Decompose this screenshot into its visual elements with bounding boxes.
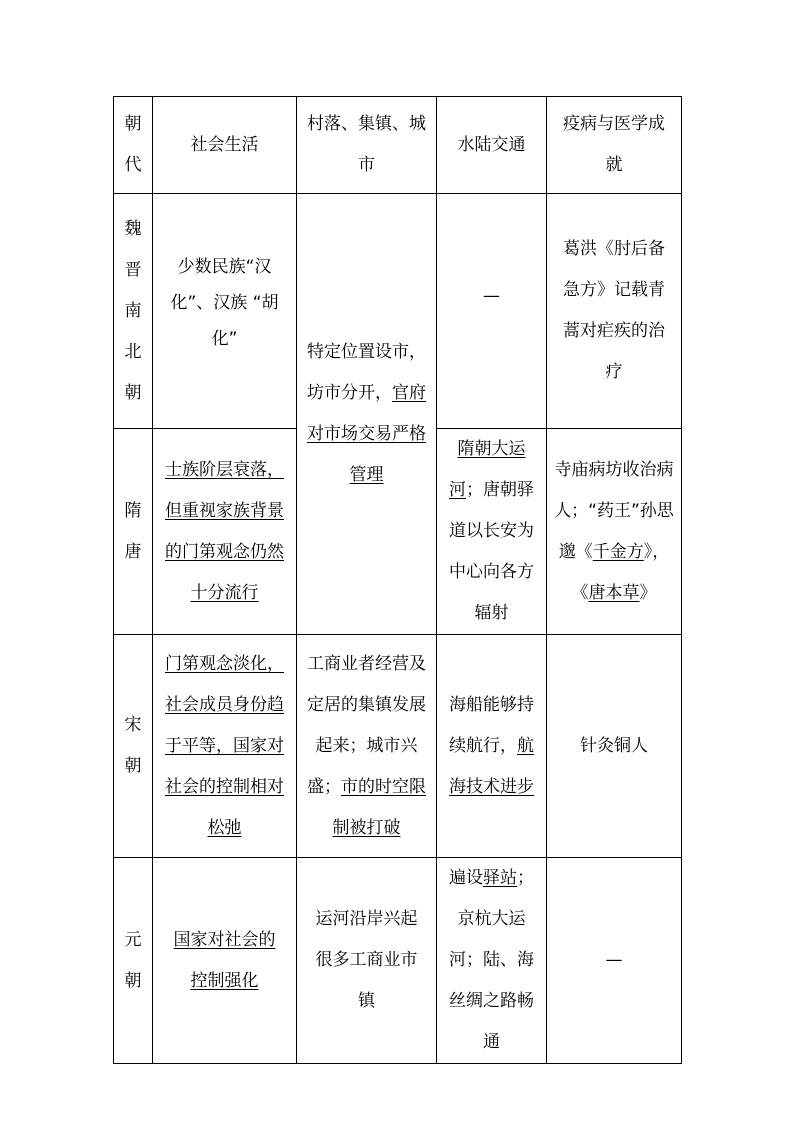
row-yuan bbox=[114, 858, 682, 1064]
header-social-life: 社会生活 bbox=[153, 97, 297, 194]
social-life-cell bbox=[153, 635, 297, 858]
medicine-cell bbox=[547, 429, 682, 635]
header-dynasty: 朝代 bbox=[114, 97, 153, 194]
transport-text: 遍设 bbox=[449, 868, 483, 888]
header-settlements: 村落、集镇、城市 bbox=[297, 97, 437, 194]
medicine-cell: 葛洪《肘后备急方》记载青蒿对疟疾的治疗 bbox=[547, 194, 682, 429]
settlements-underlined: 市的时空限制被打破 bbox=[332, 776, 426, 838]
row-weijin bbox=[114, 194, 682, 429]
transport-underlined: 航海技术进步 bbox=[449, 735, 534, 797]
settlements-text: 特定位置设市，坊市分开， bbox=[307, 342, 426, 403]
medicine-book-tangbencao: 唐本草 bbox=[588, 582, 640, 603]
medicine-cell: — bbox=[547, 858, 682, 1064]
medicine-cell: 针灸铜人 bbox=[547, 635, 682, 858]
dynasty-cell: 宋朝 bbox=[114, 635, 153, 858]
social-life-underlined: 士族阶层衰落，但重视家族背景的门第观念仍然十分流行 bbox=[165, 459, 284, 603]
dynasty-cell: 隋唐 bbox=[114, 429, 153, 635]
settlements-underlined: 官府对市场交易严格管理 bbox=[307, 383, 426, 485]
medicine-book-qianjin: 千金方 bbox=[592, 541, 644, 562]
social-life-cell bbox=[153, 429, 297, 635]
settlements-cell-shared bbox=[297, 194, 437, 635]
dynasty-cell: 魏晋南北朝 bbox=[114, 194, 153, 429]
header-transport: 水陆交通 bbox=[437, 97, 547, 194]
dynasty-cell: 元朝 bbox=[114, 858, 153, 1064]
transport-text: ；唐朝驿道以长安为中心向各方辐射 bbox=[449, 480, 534, 623]
header-row bbox=[114, 97, 682, 194]
transport-cell bbox=[437, 429, 547, 635]
transport-cell bbox=[437, 858, 547, 1064]
history-table bbox=[113, 96, 682, 1064]
row-song bbox=[114, 635, 682, 858]
settlements-text: 工商业者经营及定居的集镇发展起来；城市兴盛； bbox=[307, 653, 426, 797]
social-life-cell: 少数民族“汉化”、汉族 “胡化” bbox=[153, 194, 297, 429]
header-medicine: 疫病与医学成就 bbox=[547, 97, 682, 194]
settlements-cell bbox=[297, 635, 437, 858]
social-life-underlined: 国家对社会的控制强化 bbox=[173, 929, 276, 991]
transport-text: ；京杭大运河；陆、海丝绸之路畅通 bbox=[449, 868, 534, 1052]
transport-text: 海船能够持续航行， bbox=[449, 694, 534, 756]
medicine-text: 》，《 bbox=[571, 541, 670, 603]
transport-cell bbox=[437, 635, 547, 858]
transport-cell: — bbox=[437, 194, 547, 429]
medicine-text: 》 bbox=[639, 582, 657, 603]
settlements-cell: 运河沿岸兴起很多工商业市镇 bbox=[297, 858, 437, 1064]
social-life-underlined: 门第观念淡化，社会成员身份趋于平等，国家对社会的控制相对松弛 bbox=[165, 653, 284, 838]
medicine-text: 寺庙病坊收治病人；“药王”孙思邈《 bbox=[554, 459, 674, 562]
transport-underlined: 隋朝大运河 bbox=[449, 439, 526, 500]
social-life-cell bbox=[153, 858, 297, 1064]
transport-underlined: 驿站 bbox=[483, 868, 517, 888]
